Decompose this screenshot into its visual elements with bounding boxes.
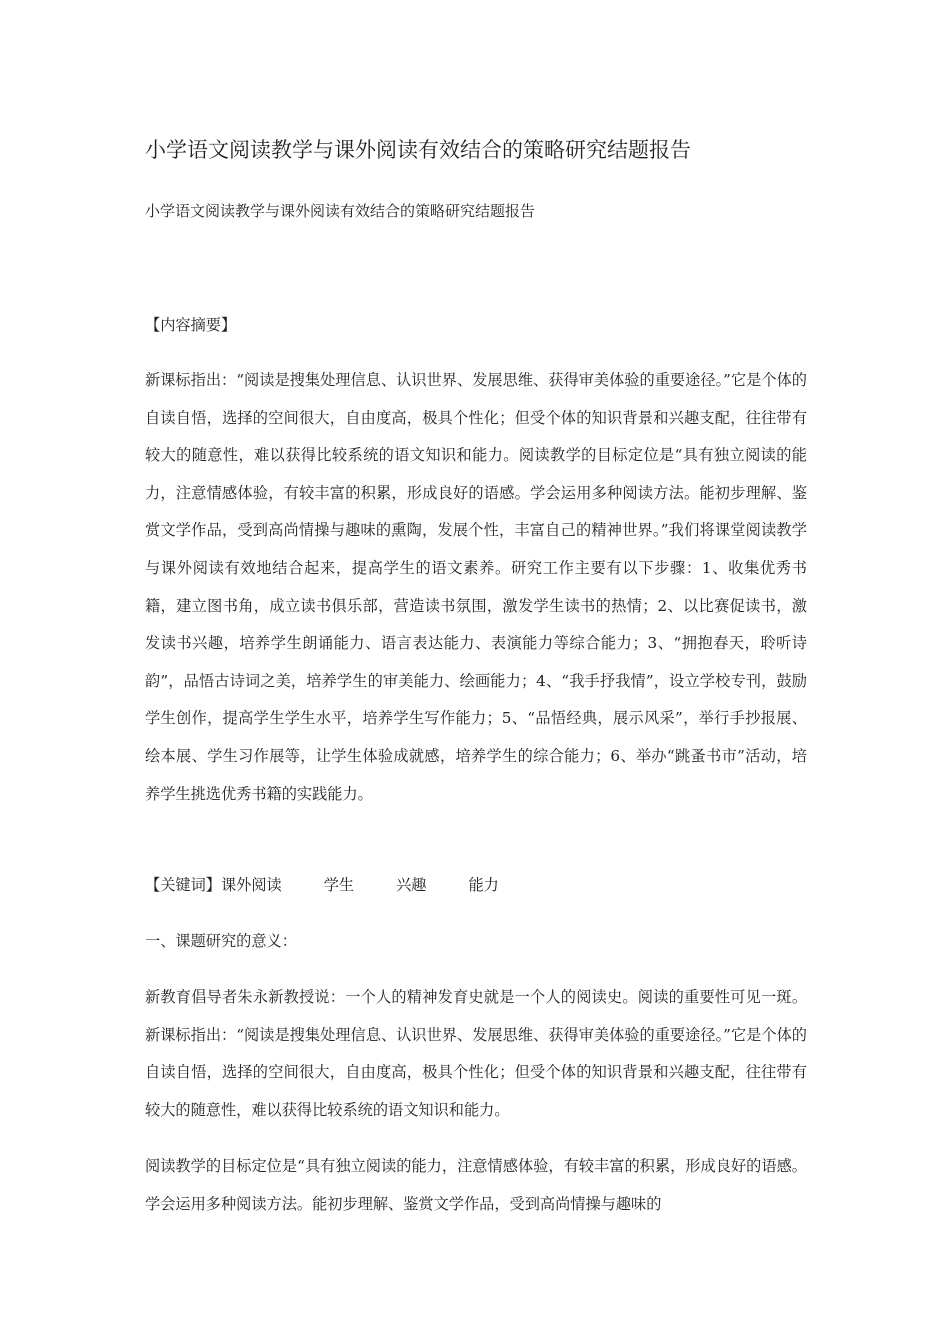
body-paragraph: 阅读教学的目标定位是“具有独立阅读的能力，注意情感体验，有较丰富的积累，形成良好的语感。学会运用多种阅读方法。能初步理解、鉴赏文学作品，受到高尚情操与趣味的 [145, 1157, 807, 1213]
keyword: 学生 [323, 876, 355, 894]
keyword: 兴趣 [396, 876, 427, 894]
document-subtitle: 小学语文阅读教学与课外阅读有效结合的策略研究结题报告 [145, 202, 536, 220]
abstract-paragraph: 新课标指出：“阅读是搜集处理信息、认识世界、发展思维、获得审美体验的重要途径。”它是个体的自读自悟，选择的空间很大，自由度高，极具个性化；但受个体的知识背景和兴趣支配，往往带有较大的随意性，难以获得比较系统的语文知识和能力。阅读教学的目标定位是“具有独立阅读的能力，注意情感体验，有较丰富的积累，形成良好的语感。学会运用多种阅读方法。能初步理解、鉴赏文学作品，受到高尚情操与趣味的熏陶，发展个性，丰富自己的精神世界。”我们将课堂阅读教学与课外阅读有效地结合起来，提高学生的语文素养。研究工作主要有以下步骤：1、收集优秀书籍，建立图书角，成立读书俱乐部，营造读书氛围，激发学生读书的热情；2、以比赛促读书，激发读书兴趣，培养学生朗诵能力、语言表达能力、表演能力等综合能力；3、“拥抱春天，聆听诗韵”，品悟古诗词之美，培养学生的审美能力、绘画能力；4、“我手抒我情”，设立学校专刊，鼓励学生创作，提高学生学生水平，培养学生写作能力；5、“品悟经典，展示风采”，举行手抄报展、绘本展、学生习作展等，让学生体验成就感，培养学生的综合能力；6、举办“跳蚤书市”活动，培养学生挑选优秀书籍的实践能力。 [145, 371, 807, 803]
body-paragraph: 新教育倡导者朱永新教授说：一个人的精神发育史就是一个人的阅读史。阅读的重要性可见一斑。新课标指出：“阅读是搜集处理信息、认识世界、发展思维、获得审美体验的重要途径。”它是个体的自读自悟，选择的空间很大，自由度高，极具个性化；但受个体的知识背景和兴趣支配，往往带有较大的随意性，难以获得比较系统的语文知识和能力。 [145, 988, 807, 1119]
section-heading: 一、课题研究的意义： [145, 932, 297, 950]
abstract-heading: 【内容摘要】 [145, 316, 237, 334]
keywords-line [145, 867, 807, 905]
keyword: 能力 [468, 876, 499, 894]
keywords-label: 【关键词】课外阅读 [145, 876, 282, 894]
document-title: 小学语文阅读教学与课外阅读有效结合的策略研究结题报告 [145, 138, 691, 162]
